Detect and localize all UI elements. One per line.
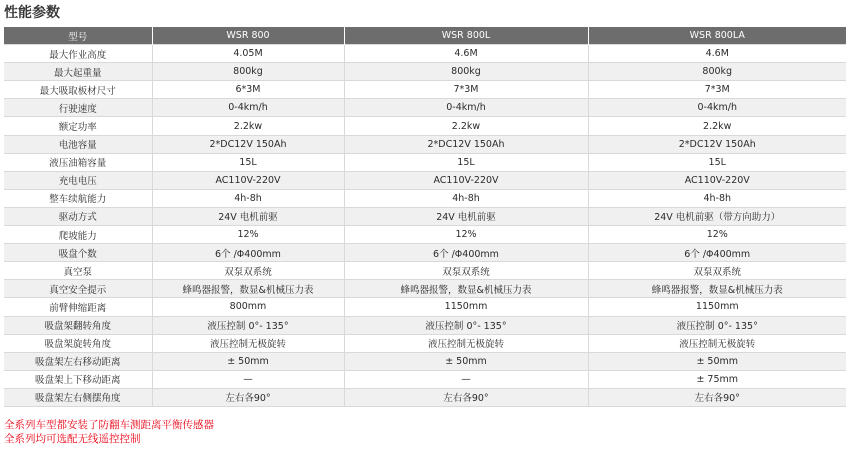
- spec-value-cell: 2.2kw: [152, 117, 344, 135]
- table-row: [4, 99, 846, 117]
- spec-value-cell: 液压控制 0°- 135°: [152, 316, 344, 334]
- spec-label-cell: 最大作业高度: [4, 45, 152, 63]
- spec-value-cell: ± 50mm: [152, 352, 344, 370]
- spec-value-cell: 24V 电机前驱: [152, 207, 344, 225]
- spec-value-cell: 4h-8h: [588, 189, 846, 207]
- spec-value-cell: 4h-8h: [152, 189, 344, 207]
- table-row: [4, 135, 846, 153]
- spec-value-cell: 双泵双系统: [152, 262, 344, 280]
- spec-label-cell: 吸盘架上下移动距离: [4, 370, 152, 388]
- spec-value-cell: 4.6M: [344, 45, 588, 63]
- spec-value-cell: 4.6M: [588, 45, 846, 63]
- spec-label-cell: 吸盘架旋转角度: [4, 334, 152, 352]
- spec-value-cell: 双泵双系统: [588, 262, 846, 280]
- spec-value-cell: AC110V-220V: [588, 171, 846, 189]
- table-row: [4, 298, 846, 316]
- spec-label-cell: 额定功率: [4, 117, 152, 135]
- spec-value-cell: 800kg: [344, 63, 588, 81]
- page-title: 性能参数: [4, 5, 60, 21]
- spec-value-cell: 左右各90°: [588, 388, 846, 406]
- spec-label-cell: 整车续航能力: [4, 189, 152, 207]
- spec-value-cell: —: [152, 370, 344, 388]
- spec-value-cell: —: [344, 370, 588, 388]
- spec-label-cell: 驱动方式: [4, 207, 152, 225]
- table-row: [4, 189, 846, 207]
- spec-value-cell: 7*3M: [588, 81, 846, 99]
- spec-value-cell: 12%: [588, 226, 846, 244]
- spec-label-cell: 吸盘个数: [4, 244, 152, 262]
- spec-label-cell: 吸盘架左右侧摆角度: [4, 388, 152, 406]
- spec-label-cell: 真空泵: [4, 262, 152, 280]
- spec-value-cell: 液压控制 0°- 135°: [588, 316, 846, 334]
- table-row: [4, 280, 846, 298]
- header-wsr-800l: WSR 800L: [344, 27, 588, 45]
- table-row: [4, 352, 846, 370]
- header-model-label: 型号: [4, 27, 152, 45]
- table-row: [4, 226, 846, 244]
- spec-value-cell: 液压控制无极旋转: [588, 334, 846, 352]
- header-wsr-800: WSR 800: [152, 27, 344, 45]
- spec-value-cell: 15L: [152, 153, 344, 171]
- spec-value-cell: 0-4km/h: [588, 99, 846, 117]
- spec-label-cell: 最大起重量: [4, 63, 152, 81]
- spec-value-cell: 6个 /Φ400mm: [344, 244, 588, 262]
- spec-value-cell: 蜂鸣器报警，数显&机械压力表: [152, 280, 344, 298]
- spec-value-cell: 7*3M: [344, 81, 588, 99]
- table-row: [4, 388, 846, 406]
- spec-value-cell: 液压控制无极旋转: [152, 334, 344, 352]
- spec-label-cell: 行驶速度: [4, 99, 152, 117]
- table-row: [4, 81, 846, 99]
- spec-value-cell: 2*DC12V 150Ah: [152, 135, 344, 153]
- spec-value-cell: 24V 电机前驱: [344, 207, 588, 225]
- spec-value-cell: ± 50mm: [344, 352, 588, 370]
- spec-value-cell: 6个 /Φ400mm: [152, 244, 344, 262]
- spec-table-body: [4, 45, 846, 407]
- spec-value-cell: 12%: [344, 226, 588, 244]
- spec-value-cell: 15L: [588, 153, 846, 171]
- table-row: [4, 207, 846, 225]
- spec-value-cell: 4.05M: [152, 45, 344, 63]
- spec-value-cell: 24V 电机前驱（带方向助力）: [588, 207, 846, 225]
- spec-label-cell: 爬坡能力: [4, 226, 152, 244]
- spec-label-cell: 液压油箱容量: [4, 153, 152, 171]
- note-anti-tip-sensor: 全系列车型都安装了防翻车测距离平衡传感器: [4, 419, 214, 431]
- spec-label-cell: 充电电压: [4, 171, 152, 189]
- spec-value-cell: 蜂鸣器报警，数显&机械压力表: [588, 280, 846, 298]
- spec-value-cell: 15L: [344, 153, 588, 171]
- table-row: [4, 244, 846, 262]
- spec-value-cell: 左右各90°: [152, 388, 344, 406]
- spec-label-cell: 真空安全提示: [4, 280, 152, 298]
- spec-value-cell: 0-4km/h: [152, 99, 344, 117]
- spec-value-cell: AC110V-220V: [344, 171, 588, 189]
- spec-value-cell: 2.2kw: [588, 117, 846, 135]
- spec-value-cell: ± 75mm: [588, 370, 846, 388]
- spec-value-cell: 6*3M: [152, 81, 344, 99]
- spec-value-cell: 1150mm: [588, 298, 846, 316]
- spec-label-cell: 前臂伸缩距离: [4, 298, 152, 316]
- spec-value-cell: 6个 /Φ400mm: [588, 244, 846, 262]
- note-wireless-remote: 全系列均可选配无线遥控控制: [4, 433, 141, 445]
- spec-label-cell: 最大吸取板材尺寸: [4, 81, 152, 99]
- header-wsr-800la: WSR 800LA: [588, 27, 846, 45]
- spec-label-cell: 电池容量: [4, 135, 152, 153]
- spec-value-cell: 800kg: [588, 63, 846, 81]
- spec-value-cell: 左右各90°: [344, 388, 588, 406]
- spec-table: [4, 27, 846, 407]
- spec-value-cell: 4h-8h: [344, 189, 588, 207]
- spec-value-cell: 800mm: [152, 298, 344, 316]
- spec-value-cell: 800kg: [152, 63, 344, 81]
- spec-label-cell: 吸盘架翻转角度: [4, 316, 152, 334]
- table-row: [4, 63, 846, 81]
- spec-value-cell: 蜂鸣器报警，数显&机械压力表: [344, 280, 588, 298]
- spec-value-cell: 液压控制 0°- 135°: [344, 316, 588, 334]
- spec-value-cell: 2*DC12V 150Ah: [588, 135, 846, 153]
- spec-value-cell: 双泵双系统: [344, 262, 588, 280]
- table-header-row: [4, 27, 846, 45]
- spec-label-cell: 吸盘架左右移动距离: [4, 352, 152, 370]
- table-row: [4, 117, 846, 135]
- table-row: [4, 262, 846, 280]
- spec-value-cell: ± 50mm: [588, 352, 846, 370]
- table-row: [4, 171, 846, 189]
- spec-value-cell: 12%: [152, 226, 344, 244]
- table-row: [4, 334, 846, 352]
- spec-value-cell: 液压控制无极旋转: [344, 334, 588, 352]
- spec-value-cell: 2*DC12V 150Ah: [344, 135, 588, 153]
- table-row: [4, 316, 846, 334]
- notes: [4, 418, 214, 446]
- spec-value-cell: AC110V-220V: [152, 171, 344, 189]
- table-row: [4, 370, 846, 388]
- spec-value-cell: 2.2kw: [344, 117, 588, 135]
- table-row: [4, 45, 846, 63]
- spec-value-cell: 1150mm: [344, 298, 588, 316]
- spec-value-cell: 0-4km/h: [344, 99, 588, 117]
- table-row: [4, 153, 846, 171]
